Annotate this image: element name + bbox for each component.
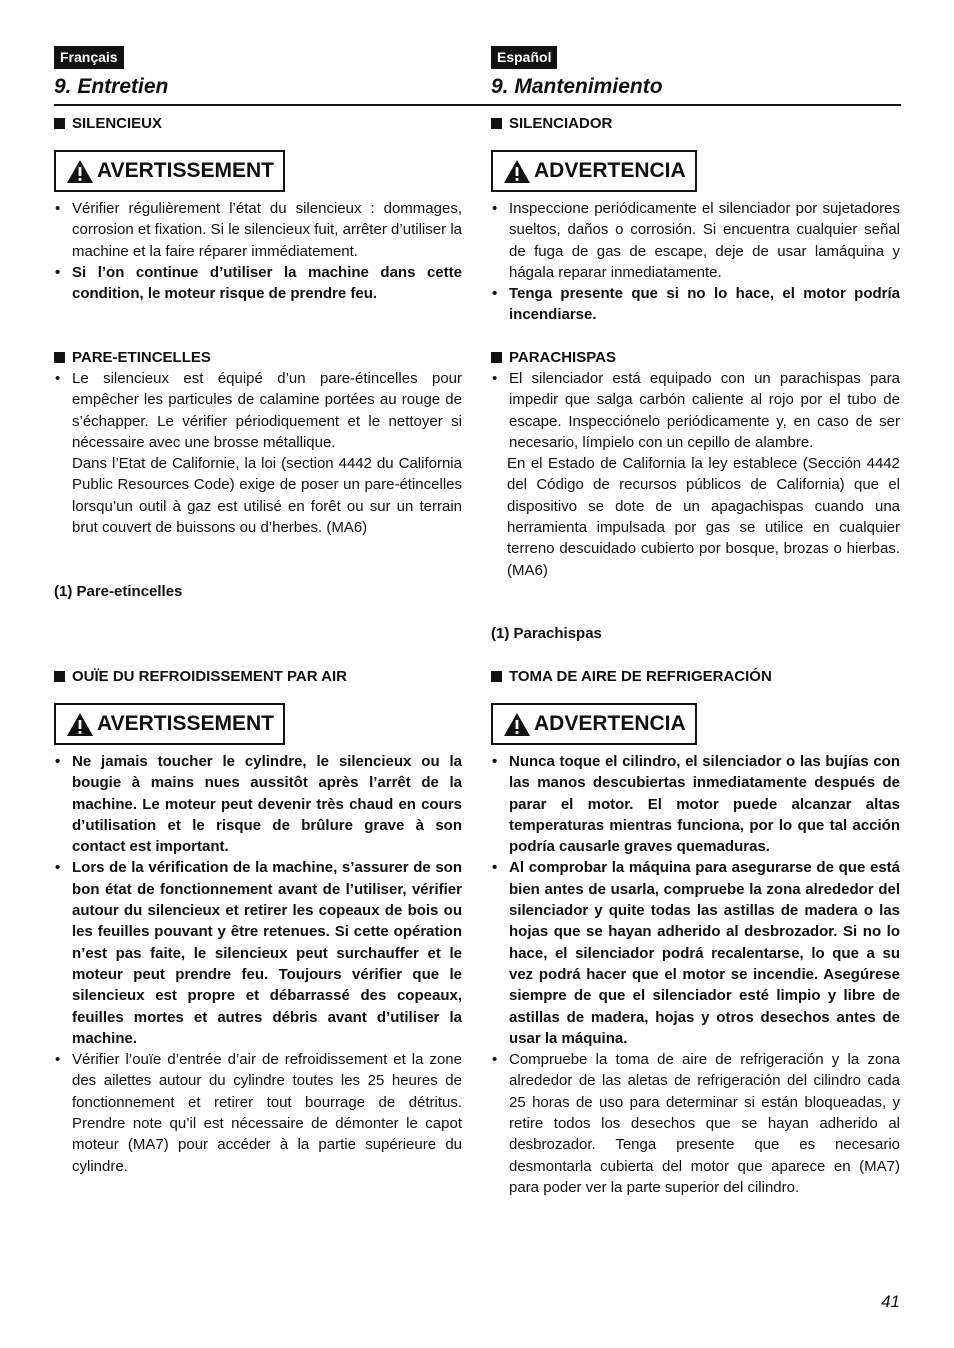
language-tag-spanish: Español xyxy=(491,46,557,69)
heading-silenciador: SILENCIADOR xyxy=(491,114,900,133)
figure-caption: (1) Parachispas xyxy=(491,625,602,642)
heading-toma-aire: TOMA DE AIRE DE REFRIGERACIÓN xyxy=(491,667,900,686)
section-title-french: 9. Entretien xyxy=(54,75,169,98)
warning-triangle-icon xyxy=(503,712,531,737)
column-spanish xyxy=(491,46,900,1196)
heading-parachispas: PARACHISPAS xyxy=(491,348,900,367)
heading-silencieux: SILENCIEUX xyxy=(54,114,462,133)
square-bullet-icon xyxy=(491,352,502,363)
warning-box: AVERTISSEMENT xyxy=(54,150,285,192)
bullet-text: • Lors de la vérification de la machine, s’assurer de son bon état de fonctionnement avant de l’utiliser, vérifier autour du silencieux et retirer les copeaux de bois ou les feuilles pouvant y être retenues. Si cette opération n’est pas faite, le silencieux peut surchauffer et le moteur peut prendre feu. Toujours vérifier que le silencieux est propre et débarrassé des copeaux, feuilles mortes et autres débris avant d’utiliser la machine. xyxy=(54,857,462,1049)
square-bullet-icon xyxy=(54,118,65,129)
square-bullet-icon xyxy=(491,118,502,129)
warning-box: ADVERTENCIA xyxy=(491,150,697,192)
square-bullet-icon xyxy=(491,671,502,682)
paragraph-text: En el Estado de California la ley establece (Sección 4442 del Código de recursos públicos de California) que el dispositivo se dote de un apagachispas cuando una herramienta impulsada por gas se utilice en cualquier terreno descuidado cubierto por bosque, brozas o hierbas. (MA6) xyxy=(507,455,900,579)
warning-triangle-icon xyxy=(66,712,94,737)
bullet-text: • El silenciador está equipado con un parachispas para impedir que salga carbón caliente al rojo por el tubo de escape. Inspecciónelo periódicamente y, en caso de ser necesario, límpielo con un cepillo de alambre. xyxy=(491,368,900,453)
square-bullet-icon xyxy=(54,352,65,363)
heading-pare-etincelles: PARE-ETINCELLES xyxy=(54,348,462,367)
bullet-text: • Compruebe la toma de aire de refrigeración y la zona alrededor de las aletas de refrigeración del cilindro cada 25 horas de uso para determinar si están bloqueadas, y retire todos los desechos que se hayan adherido al desbrozador. Tenga presente que es necesario desmontarla cubierta del motor que aparece en (MA7) para poder ver la parte superior del cilindro. xyxy=(491,1049,900,1198)
paragraph-text: Dans l’Etat de Californie, la loi (section 4442 du California Public Resources Code) exige de poser un pare-étincelles lorsqu’un outil à gaz est utilisé en forêt ou sur un terrain brut couvert de buissons ou d’herbes. (MA6) xyxy=(72,455,462,537)
bullet-text: • Vérifier l’ouïe d’entrée d’air de refroidissement et la zone des ailettes autour du cylindre toutes les 25 heures de fonctionnement et retirer tout bourrage de détritus. Prendre note qu’il est nécessaire de démonter le capot moteur (MA7) pour accéder à la partie supérieure du cylindre. xyxy=(54,1049,462,1177)
header-rule xyxy=(54,104,901,106)
bullet-text: • Tenga presente que si no lo hace, el motor podría incendiarse. xyxy=(491,283,900,326)
bullet-text: • Si l’on continue d’utiliser la machine dans cette condition, le moteur risque de prendre feu. xyxy=(54,262,462,305)
bullet-text: • Vérifier régulièrement l’état du silencieux : dommages, corrosion et fixation. Si le silencieux fuit, arrêter d’utiliser la machine et la faire réparer immédiatement. xyxy=(54,198,462,262)
page-number: 41 xyxy=(881,1292,900,1311)
bullet-text: • Al comprobar la máquina para asegurarse de que está bien antes de usarla, compruebe la zona alrededor del silenciador y quite todas las astillas de madera o las hojas que se hayan adherido al desbrozador. Si no lo hace, el silenciador podrá recalentarse, lo que a su vez podrá hacer que el motor se incendie. Asegúrese siempre de que el silenciador esté limpio y libre de astillas de madera, hojas y otros desechos antes de usar la máquina. xyxy=(491,857,900,1049)
square-bullet-icon xyxy=(54,671,65,682)
warning-box: AVERTISSEMENT xyxy=(54,703,285,745)
bullet-text: • Le silencieux est équipé d’un pare-étincelles pour empêcher les particules de calamine portées au rouge de s’échapper. Le vérifier périodiquement et le nettoyer si nécessaire avec une brosse métallique. xyxy=(54,368,462,453)
warning-triangle-icon xyxy=(66,159,94,184)
section-title-spanish: 9. Mantenimiento xyxy=(491,75,663,98)
bullet-text: • Ne jamais toucher le cylindre, le silencieux ou la bougie à mains nues aussitôt après l’arrêt de la machine. Le moteur peut devenir très chaud en cours d’utilisation et le risque de brûlure grave à son contact est important. xyxy=(54,751,462,857)
column-french xyxy=(54,46,462,1175)
warning-box: ADVERTENCIA xyxy=(491,703,697,745)
bullet-text: • Nunca toque el cilindro, el silenciador o las bujías con las manos descubiertas inmediatamente después de parar el motor. El motor puede alcanzar altas temperaturas mientras funciona, por lo que tal acción podría causarle graves quemaduras. xyxy=(491,751,900,857)
warning-triangle-icon xyxy=(503,159,531,184)
bullet-text: • Inspeccione periódicamente el silenciador por sujetadores sueltos, daños o corrosión. Si encuentra cualquier señal de fuga de gas de escape, deje de usar lamáquina y hágala reparar inmediatamente. xyxy=(491,198,900,283)
language-tag-french: Français xyxy=(54,46,124,69)
figure-caption: (1) Pare-etincelles xyxy=(54,583,183,600)
heading-ouie-refroidissement: OUÏE DU REFROIDISSEMENT PAR AIR xyxy=(54,667,462,686)
